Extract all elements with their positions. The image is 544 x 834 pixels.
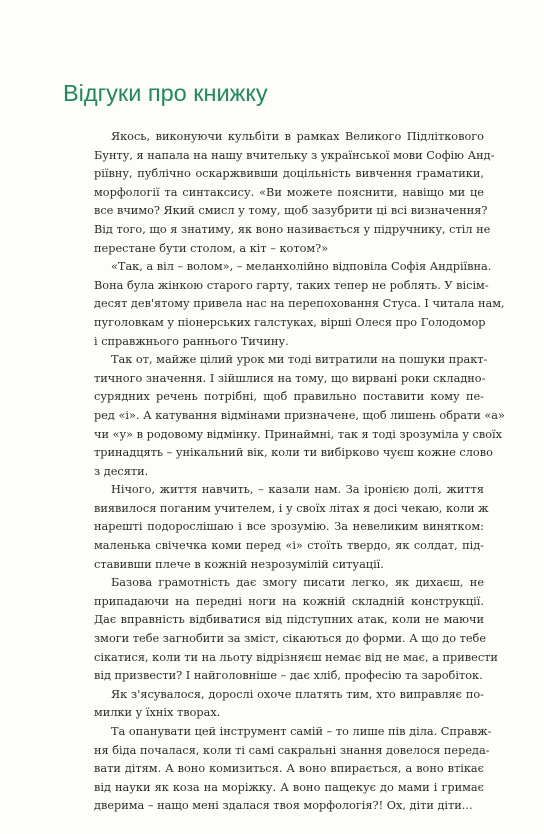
text-line: перестане бути столом, а кіт – котом?» [94,241,329,255]
text-line: Бунту, я напала на нашу вчительку з української мови Софію Анд- [94,148,495,162]
text-line: Якось, виконуючи кульбіти в рамках Великого Підліткового [111,130,484,143]
text-line: ріївну, публічно оскаржвивши доцільність вивчення граматики, [94,167,484,181]
text-line: милки у їхніх творах. [94,706,221,720]
text-line: Дає вправність відбиватися від підступних атак, коли не маючи [94,613,484,627]
text-line: нарешті подорослішаю і все зрозумію. За невеликим винятком: [94,520,484,534]
text-line: Як з'ясувалося, дорослі охоче платять тим, хто виправляє по- [111,687,484,701]
text-line: «Так, а віл – волом», – меланхолійно відповіла Софія Андріївна. [111,260,492,274]
page-title: Відгуки про книжку [63,80,268,106]
text-line: сурядних речень потрібні, щоб правильно поставити кому пе- [94,390,484,404]
body-text [94,128,505,816]
text-line: і справжнього раннього Тичину. [94,334,289,348]
text-line: ня біда почалася, коли ті самі сакральні знання довелося переда- [94,743,490,757]
text-line: десят дев'ятому привела нас на перепоховання Стуса. І читала нам, [94,297,505,311]
text-line: тринадцять – унікальний вік, коли ти вибірково чуєш кожне слово [94,446,493,460]
text-line: дверима – нащо мені здалася твоя морфологія?! Ох, діти діти... [94,799,473,813]
paragraph [94,351,505,481]
paragraph [94,128,495,258]
text-line: Так от, майже цілий урок ми тоді витратили на пошуки практ- [111,353,488,367]
text-line: маленька свічечка коми перед «і» стоїть твердо, як солдат, під- [94,539,484,553]
text-line: тичного значення. І зійшлися на тому, що вирвані роки складно- [94,371,486,385]
paragraph [94,258,505,351]
text-line: від науки як коза на моріжку. А воно пащекує до мами і гримає [94,780,484,794]
text-line: виявилося поганим учителем, і у своїх літах я досі чекаю, коли ж [94,501,489,515]
text-line: Та опанувати цей інструмент самій – то лише пів діла. Справж- [111,725,492,738]
paragraph [94,686,484,723]
text-line: чи «у» в родовому відмінку. Принаймні, так я тоді зрозуміла у своїх [94,427,503,441]
text-line: пуголовкам у піонерських галстуках, вірші Олеся про Голодомор [94,315,486,329]
text-line: ред «і». А катування відмінами призначене, щоб лишень обрати «а» [94,408,505,422]
text-line: Вона була жінкою старого гарту, таких тепер не роблять. У вісім- [94,278,489,292]
text-line: від призвести? І найголовніше – дає хліб, професію та заробіток. [94,669,483,683]
text-line: припадаючи на передні ноги на кожній складній конструкції. [94,594,484,608]
paragraph [94,481,489,574]
paragraph [94,574,498,686]
text-line: все вчимо? Який смисл у тому, щоб зазубрити ці всі визначення? [94,204,488,218]
text-line: ставивши плече в кожній незрозумілій ситуації. [94,557,384,571]
text-line: вати дітям. А воно комизиться. А воно впирається, а воно втікає [94,762,484,776]
text-line: Базова грамотність дає змогу писати легко, як дихаєш, не [111,576,484,590]
paragraph [94,723,492,816]
text-line: з десяти. [94,464,149,478]
text-line: морфології та синтаксису. «Ви можете пояснити, навіщо ми це [94,185,484,199]
text-line: змоги тебе загнобити за зміст, сікаються до форми. А що до тебе [94,632,487,646]
text-line: сікатися, коли ти на льоту відрізняєш немає від не має, а привести [94,650,498,664]
text-line: Від того, що я знатиму, як воно називається у підручнику, стіл не [94,222,491,236]
text-line: Нічого, життя навчить, – казали нам. За іронією долі, життя [111,483,484,497]
